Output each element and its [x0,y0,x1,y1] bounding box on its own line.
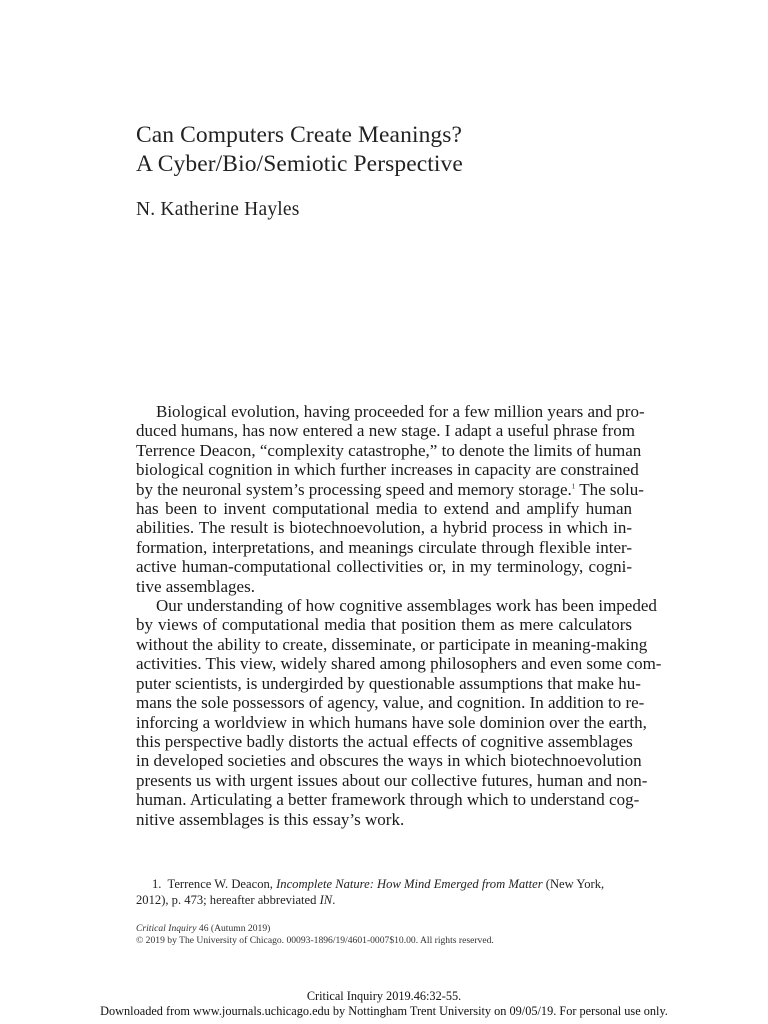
body-line: mans the sole possessors of agency, value, and cognition. In addition to re- [136,693,645,713]
citation-footer: Critical Inquiry 2019.46:32-55. [306,989,462,1003]
journal-issue-line [136,923,494,935]
article-title [136,121,656,179]
body-line: inforcing a worldview in which humans have sole dominion over the earth, [136,712,647,732]
journal-name: Critical Inquiry [136,923,197,934]
body-line: this perspective badly distorts the actual effects of cognitive assemblages [136,731,633,751]
body-line: formation, interpretations, and meanings circulate through flexible inter- [136,537,632,557]
paragraph-1 [136,402,645,596]
footnote-line-2 [136,892,632,908]
footnote-line2-start: 2012), p. 473; hereafter abbreviated [136,893,320,907]
footnote-abbrev: IN [319,893,333,907]
body-line: Our understanding of how cognitive assemblages work has been impeded [156,596,657,616]
body-line: by views of computational media that position them as mere calculators [136,615,632,635]
body-line: Terrence Deacon, “complexity catastrophe,” to denote the limits of human [136,440,642,460]
body-line: active human-computational collectivities or, in my terminology, cogni- [136,557,632,577]
article-title-line-2: A Cyber/Bio/Semiotic Perspective [136,151,463,177]
body-line: without the ability to create, disseminate, or participate in meaning-making [136,634,648,654]
footnote [136,876,632,908]
footnote-book-title: Incomplete Nature: How Mind Emerged from Matter [276,877,543,891]
body-line-text: by the neuronal system’s processing speed and memory storage. [136,479,572,499]
body-line: activities. This view, widely shared among philosophers and even some com- [136,654,662,674]
footnote-number: 1. [152,877,162,891]
body-line: abilities. The result is biotechnoevolution, a hybrid process in which in- [136,518,632,538]
body-line: in developed societies and obscures the ways in which biotechnoevolution [136,751,642,771]
body-line: human. Articulating a better framework through which to understand cog- [136,790,640,810]
body-line: Biological evolution, having proceeded for a few million years and pro- [156,402,645,421]
article-title-line-1: Can Computers Create Meanings? [136,122,463,148]
article-author: N. Katherine Hayles [136,199,300,220]
body-line: tive assemblages. [136,576,255,596]
footnote-pub-info: (New York, [542,877,605,891]
footnote-author: Terrence W. Deacon, [167,877,277,891]
body-line: biological cognition in which further increases in capacity are constrained [136,460,639,480]
body-line: duced humans, has now entered a new stage. I adapt a useful phrase from [136,421,635,441]
body-line-text-after-marker: The solu- [575,479,644,499]
body-line: puter scientists, is undergirded by questionable assumptions that make hu- [136,673,641,693]
journal-copyright: © 2019 by The University of Chicago. 00093-1896/19/4601-0007$10.00. All rights reserved. [136,935,494,946]
download-notice: Downloaded from www.journals.uchicago.edu by Nottingham Trent University on 09/05/19. For personal use only. [100,1004,668,1018]
body-line: nitive assemblages is this essay’s work. [136,809,405,829]
body-line-with-footnote [136,479,644,499]
journal-issue: 46 (Autumn 2019) [196,923,271,934]
body-line: presents us with urgent issues about our collective futures, human and non- [136,770,648,790]
body-line: has been to invent computational media to extend and amplify human [136,499,632,519]
footnote-marker[interactable]: 1 [571,481,576,490]
footnote-line-1 [136,876,632,892]
article-body [136,402,662,829]
footnote-line2-end: . [332,893,336,907]
paragraph-2 [136,596,662,829]
journal-info [136,923,494,947]
